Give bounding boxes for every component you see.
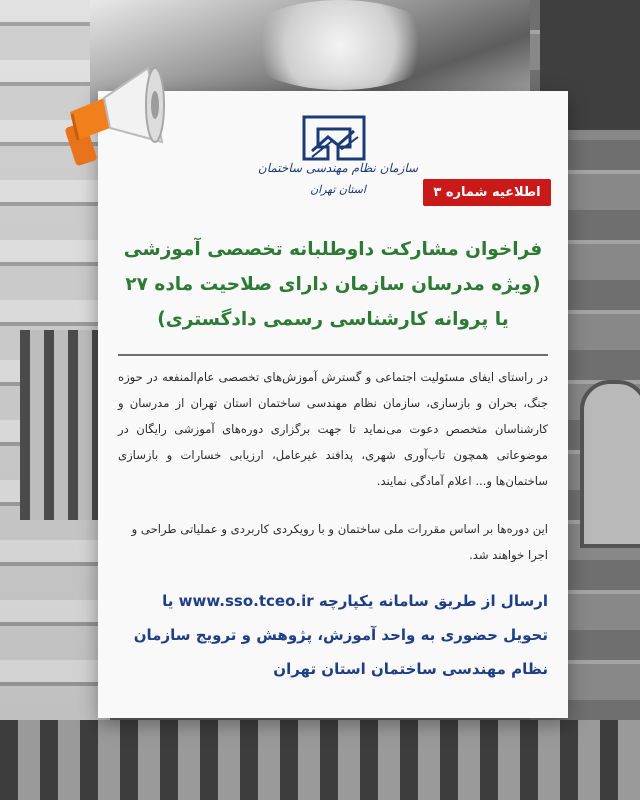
organization-logo-icon — [298, 107, 370, 167]
title-line-2: (ویژه مدرسان سازمان دارای صلاحیت ماده ۲۷ — [125, 274, 541, 295]
logo-title: سازمان نظام مهندسی ساختمان — [257, 161, 419, 175]
logo-subtitle: استان تهران — [310, 183, 366, 196]
body-paragraph-1: در راستای ایفای مسئولیت اجتماعی و گسترش آموزش‌های تخصصی عام‌المنفعه در حوزه جنگ، بحران و بازسازی، سازمان نظام مهندسی ساختمان استان تهران از مدرسان و کارشناسان متخصص دعوت می‌نماید تا جهت برگزاری دوره‌های آموزشی رایگان در موضوعاتی همچون تاب‌آوری شهری، پدافند غیرعامل، ارزیابی خسارات و بازسازی ساختمان‌ها و... اعلام آمادگی نمایند. — [118, 370, 548, 488]
title-line-1: فراخوان مشارکت داوطلبانه تخصصی آموزشی — [123, 239, 543, 260]
body-paragraph-2: این دوره‌ها بر اساس مقررات ملی ساختمان و با رویکردی کاربردی و عملیاتی طراحی و اجرا خواهند شد. — [131, 522, 548, 562]
megaphone-icon — [52, 62, 170, 172]
submission-instructions: ارسال از طریق سامانه یکپارچه www.sso.tceo.ir یا تحویل حضوری به واحد آموزش، پژوهش و ترویج سازمان نظام مهندسی ساختمان استان تهران — [133, 592, 548, 678]
page-title — [116, 232, 550, 337]
announcement-number-badge: اطلاعیه شماره ۳ — [423, 179, 551, 206]
title-line-3: یا پروانه کارشناسی رسمی دادگستری) — [157, 309, 509, 330]
divider — [118, 354, 548, 356]
